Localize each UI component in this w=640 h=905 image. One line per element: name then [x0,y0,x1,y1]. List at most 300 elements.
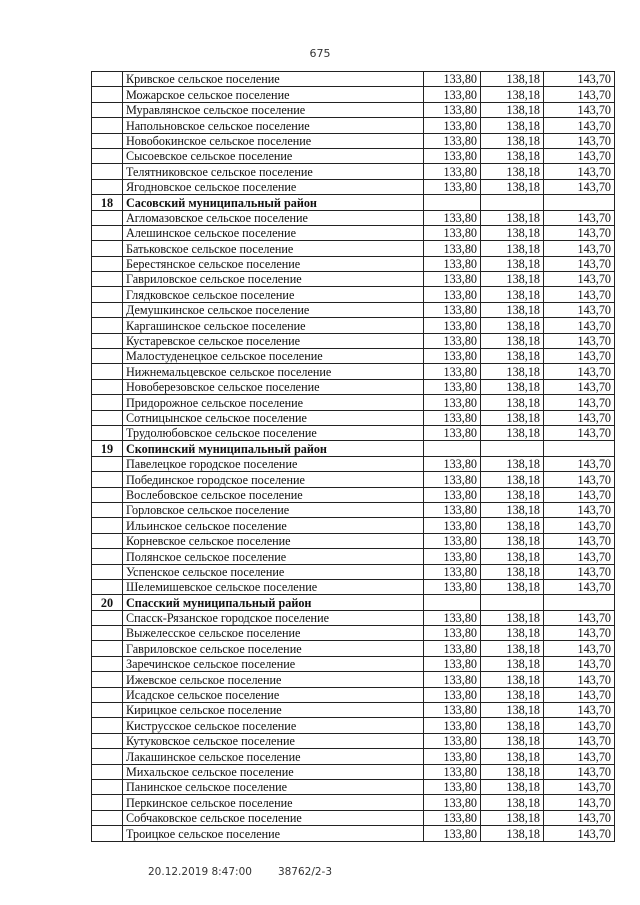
value-1: 133,80 [424,826,481,841]
settlement-name: Кирицкое сельское поселение [123,703,424,718]
value-1: 133,80 [424,810,481,825]
settlement-name: Алешинское сельское поселение [123,225,424,240]
value-2: 138,18 [481,764,544,779]
row-number [92,518,123,533]
table-row [92,410,615,425]
table-row [92,810,615,825]
row-number [92,241,123,256]
value-1: 133,80 [424,148,481,163]
value-1: 133,80 [424,641,481,656]
table-row [92,72,615,87]
settlement-name: Киструсское сельское поселение [123,718,424,733]
value-1: 133,80 [424,425,481,440]
value-2: 138,18 [481,749,544,764]
value-3: 143,70 [544,364,615,379]
value-1: 133,80 [424,703,481,718]
value-1: 133,80 [424,502,481,517]
value-1: 133,80 [424,210,481,225]
value-3: 143,70 [544,302,615,317]
value-2: 138,18 [481,579,544,594]
table-row [92,549,615,564]
value-2: 138,18 [481,256,544,271]
row-number [92,672,123,687]
value-2: 138,18 [481,826,544,841]
value-1: 133,80 [424,287,481,302]
value-2: 138,18 [481,456,544,471]
footer-datetime: 20.12.2019 8:47:00 [148,866,252,878]
table-row [92,241,615,256]
table-row [92,687,615,702]
settlement-name: Скопинский муниципальный район [123,441,424,456]
settlement-name: Можарское сельское поселение [123,87,424,102]
value-2: 138,18 [481,164,544,179]
settlement-name: Новоберезовское сельское поселение [123,379,424,394]
settlement-name: Горловское сельское поселение [123,502,424,517]
value-1: 133,80 [424,118,481,133]
value-1: 133,80 [424,779,481,794]
page-number: 675 [309,47,331,60]
value-1: 133,80 [424,718,481,733]
value-2: 138,18 [481,349,544,364]
row-number [92,364,123,379]
settlement-name: Михальское сельское поселение [123,764,424,779]
value-3: 143,70 [544,718,615,733]
value-2: 138,18 [481,718,544,733]
settlement-name: Исадское сельское поселение [123,687,424,702]
row-number [92,72,123,87]
settlement-name: Выжелесское сельское поселение [123,626,424,641]
value-3: 143,70 [544,579,615,594]
row-number [92,287,123,302]
table-row [92,779,615,794]
table-row [92,718,615,733]
value-3 [544,595,615,610]
value-3: 143,70 [544,687,615,702]
row-number [92,118,123,133]
row-number [92,687,123,702]
page-footer [148,866,358,878]
row-number [92,164,123,179]
settlement-name: Сысоевское сельское поселение [123,148,424,163]
table-row [92,456,615,471]
row-number [92,579,123,594]
row-number [92,472,123,487]
table-row [92,118,615,133]
value-2: 138,18 [481,318,544,333]
value-2: 138,18 [481,395,544,410]
value-3: 143,70 [544,656,615,671]
row-number [92,225,123,240]
row-number [92,349,123,364]
settlement-name: Кустаревское сельское поселение [123,333,424,348]
row-number [92,302,123,317]
settlement-name: Лакашинское сельское поселение [123,749,424,764]
row-number [92,718,123,733]
value-2: 138,18 [481,287,544,302]
value-2: 138,18 [481,549,544,564]
row-number [92,333,123,348]
value-1: 133,80 [424,364,481,379]
value-2: 138,18 [481,425,544,440]
value-1: 133,80 [424,795,481,810]
settlement-name: Телятниковское сельское поселение [123,164,424,179]
value-2: 138,18 [481,241,544,256]
row-number [92,210,123,225]
table-row [92,703,615,718]
value-2: 138,18 [481,379,544,394]
value-2: 138,18 [481,610,544,625]
row-number [92,256,123,271]
value-2: 138,18 [481,410,544,425]
value-1: 133,80 [424,333,481,348]
table-row [92,764,615,779]
value-2: 138,18 [481,102,544,117]
value-3: 143,70 [544,102,615,117]
row-number [92,133,123,148]
settlement-name: Ягодновское сельское поселение [123,179,424,194]
row-number [92,703,123,718]
value-3: 143,70 [544,410,615,425]
value-1: 133,80 [424,133,481,148]
table-row [92,672,615,687]
value-3: 143,70 [544,395,615,410]
value-3: 143,70 [544,72,615,87]
value-3: 143,70 [544,672,615,687]
value-1: 133,80 [424,272,481,287]
value-3 [544,441,615,456]
value-3: 143,70 [544,164,615,179]
value-2: 138,18 [481,72,544,87]
value-2: 138,18 [481,87,544,102]
row-number [92,733,123,748]
row-number [92,318,123,333]
settlement-name: Напольновское сельское поселение [123,118,424,133]
row-number [92,379,123,394]
table-row [92,533,615,548]
tariff-table-body [92,72,615,842]
value-2: 138,18 [481,272,544,287]
table-row [92,425,615,440]
table-row [92,579,615,594]
value-1: 133,80 [424,656,481,671]
row-number [92,425,123,440]
value-3: 143,70 [544,564,615,579]
value-1: 133,80 [424,87,481,102]
value-1: 133,80 [424,395,481,410]
row-number [92,395,123,410]
table-row [92,379,615,394]
value-2: 138,18 [481,626,544,641]
table-row [92,210,615,225]
value-3: 143,70 [544,287,615,302]
value-2: 138,18 [481,302,544,317]
value-2: 138,18 [481,733,544,748]
settlement-name: Малостуденецкое сельское поселение [123,349,424,364]
table-row [92,179,615,194]
value-2: 138,18 [481,179,544,194]
settlement-name: Спасск-Рязанское городское поселение [123,610,424,625]
settlement-name: Берестянское сельское поселение [123,256,424,271]
value-3: 143,70 [544,456,615,471]
settlement-name: Нижнемальцевское сельское поселение [123,364,424,379]
value-3: 143,70 [544,795,615,810]
table-row [92,256,615,271]
value-1: 133,80 [424,518,481,533]
value-1: 133,80 [424,564,481,579]
value-3: 143,70 [544,118,615,133]
settlement-name: Ильинское сельское поселение [123,518,424,533]
table-row [92,364,615,379]
value-1: 133,80 [424,179,481,194]
table-row [92,148,615,163]
value-2: 138,18 [481,779,544,794]
value-3: 143,70 [544,133,615,148]
value-1: 133,80 [424,241,481,256]
value-3: 143,70 [544,810,615,825]
row-number [92,626,123,641]
table-row [92,349,615,364]
value-1: 133,80 [424,256,481,271]
row-number [92,749,123,764]
district-row [92,595,615,610]
value-2: 138,18 [481,333,544,348]
value-3: 143,70 [544,272,615,287]
value-1: 133,80 [424,749,481,764]
row-number [92,764,123,779]
value-1: 133,80 [424,102,481,117]
settlement-name: Трудолюбовское сельское поселение [123,425,424,440]
value-2: 138,18 [481,502,544,517]
value-2: 138,18 [481,210,544,225]
table-row [92,102,615,117]
value-3: 143,70 [544,333,615,348]
value-2: 138,18 [481,533,544,548]
settlement-name: Муравлянское сельское поселение [123,102,424,117]
table-row [92,395,615,410]
value-3: 143,70 [544,826,615,841]
table-row [92,656,615,671]
value-3: 143,70 [544,733,615,748]
value-3: 143,70 [544,487,615,502]
settlement-name: Павелецкое городское поселение [123,456,424,471]
value-3: 143,70 [544,764,615,779]
value-3: 143,70 [544,610,615,625]
value-1: 133,80 [424,687,481,702]
settlement-name: Успенское сельское поселение [123,564,424,579]
row-number [92,641,123,656]
table-row [92,318,615,333]
value-3: 143,70 [544,502,615,517]
settlement-name: Агломазовское сельское поселение [123,210,424,225]
row-number [92,564,123,579]
value-2: 138,18 [481,225,544,240]
value-3: 143,70 [544,425,615,440]
settlement-name: Глядковское сельское поселение [123,287,424,302]
value-3: 143,70 [544,549,615,564]
table-row [92,502,615,517]
settlement-name: Гавриловское сельское поселение [123,641,424,656]
settlement-name: Вослебовское сельское поселение [123,487,424,502]
value-2: 138,18 [481,148,544,163]
value-3: 143,70 [544,472,615,487]
row-number [92,179,123,194]
value-3: 143,70 [544,256,615,271]
value-3: 143,70 [544,779,615,794]
value-3: 143,70 [544,225,615,240]
row-number: 18 [92,195,123,210]
value-1: 133,80 [424,626,481,641]
value-3 [544,195,615,210]
value-2: 138,18 [481,687,544,702]
value-1: 133,80 [424,318,481,333]
table-row [92,795,615,810]
value-3: 143,70 [544,641,615,656]
value-2: 138,18 [481,133,544,148]
table-row [92,610,615,625]
row-number [92,487,123,502]
table-row [92,733,615,748]
settlement-name: Ижевское сельское поселение [123,672,424,687]
value-3: 143,70 [544,518,615,533]
row-number [92,795,123,810]
value-1: 133,80 [424,672,481,687]
row-number [92,102,123,117]
value-3: 143,70 [544,318,615,333]
row-number [92,272,123,287]
value-2: 138,18 [481,641,544,656]
settlement-name: Новобокинское сельское поселение [123,133,424,148]
value-2: 138,18 [481,487,544,502]
value-2: 138,18 [481,795,544,810]
value-2: 138,18 [481,472,544,487]
row-number [92,779,123,794]
tariff-table [91,71,615,842]
settlement-name: Шелемишевское сельское поселение [123,579,424,594]
settlement-name: Демушкинское сельское поселение [123,302,424,317]
table-row [92,272,615,287]
table-row [92,164,615,179]
settlement-name: Гавриловское сельское поселение [123,272,424,287]
table-row [92,87,615,102]
value-1: 133,80 [424,164,481,179]
settlement-name: Сасовский муниципальный район [123,195,424,210]
value-3: 143,70 [544,210,615,225]
value-2: 138,18 [481,518,544,533]
value-1: 133,80 [424,610,481,625]
value-2: 138,18 [481,118,544,133]
settlement-name: Заречинское сельское поселение [123,656,424,671]
row-number: 19 [92,441,123,456]
value-1: 133,80 [424,764,481,779]
value-1: 133,80 [424,225,481,240]
table-row [92,641,615,656]
footer-doc-code: 38762/2-3 [277,866,333,878]
table-row [92,826,615,841]
value-1: 133,80 [424,472,481,487]
row-number [92,410,123,425]
table-row [92,626,615,641]
value-3: 143,70 [544,179,615,194]
table-row [92,487,615,502]
settlement-name: Каргашинское сельское поселение [123,318,424,333]
row-number [92,456,123,471]
value-1 [424,441,481,456]
value-2: 138,18 [481,810,544,825]
value-2: 138,18 [481,703,544,718]
value-1 [424,595,481,610]
settlement-name: Кривское сельское поселение [123,72,424,87]
row-number [92,810,123,825]
settlement-name: Корневское сельское поселение [123,533,424,548]
value-3: 143,70 [544,749,615,764]
value-1: 133,80 [424,533,481,548]
row-number [92,826,123,841]
value-3: 143,70 [544,241,615,256]
value-1: 133,80 [424,302,481,317]
table-row [92,749,615,764]
district-row [92,195,615,210]
value-3: 143,70 [544,379,615,394]
settlement-name: Панинское сельское поселение [123,779,424,794]
table-row [92,302,615,317]
settlement-name: Придорожное сельское поселение [123,395,424,410]
table-row [92,333,615,348]
settlement-name: Батьковское сельское поселение [123,241,424,256]
value-1: 133,80 [424,579,481,594]
row-number [92,533,123,548]
value-2: 138,18 [481,672,544,687]
settlement-name: Сотницынское сельское поселение [123,410,424,425]
row-number: 20 [92,595,123,610]
row-number [92,656,123,671]
value-1: 133,80 [424,456,481,471]
value-2 [481,441,544,456]
settlement-name: Полянское сельское поселение [123,549,424,564]
value-1: 133,80 [424,72,481,87]
value-2: 138,18 [481,564,544,579]
settlement-name: Побединское городское поселение [123,472,424,487]
settlement-name: Перкинское сельское поселение [123,795,424,810]
value-1: 133,80 [424,349,481,364]
settlement-name: Собчаковское сельское поселение [123,810,424,825]
table-row [92,287,615,302]
value-3: 143,70 [544,349,615,364]
table-row [92,518,615,533]
value-1: 133,80 [424,487,481,502]
table-row [92,133,615,148]
table-row [92,225,615,240]
settlement-name: Спасский муниципальный район [123,595,424,610]
value-2 [481,595,544,610]
value-1: 133,80 [424,410,481,425]
value-3: 143,70 [544,87,615,102]
row-number [92,87,123,102]
row-number [92,549,123,564]
row-number [92,148,123,163]
value-3: 143,70 [544,703,615,718]
settlement-name: Кутуковское сельское поселение [123,733,424,748]
district-row [92,441,615,456]
row-number [92,502,123,517]
value-2: 138,18 [481,656,544,671]
value-3: 143,70 [544,533,615,548]
value-1 [424,195,481,210]
value-1: 133,80 [424,549,481,564]
table-row [92,472,615,487]
table-row [92,564,615,579]
row-number [92,610,123,625]
value-1: 133,80 [424,379,481,394]
